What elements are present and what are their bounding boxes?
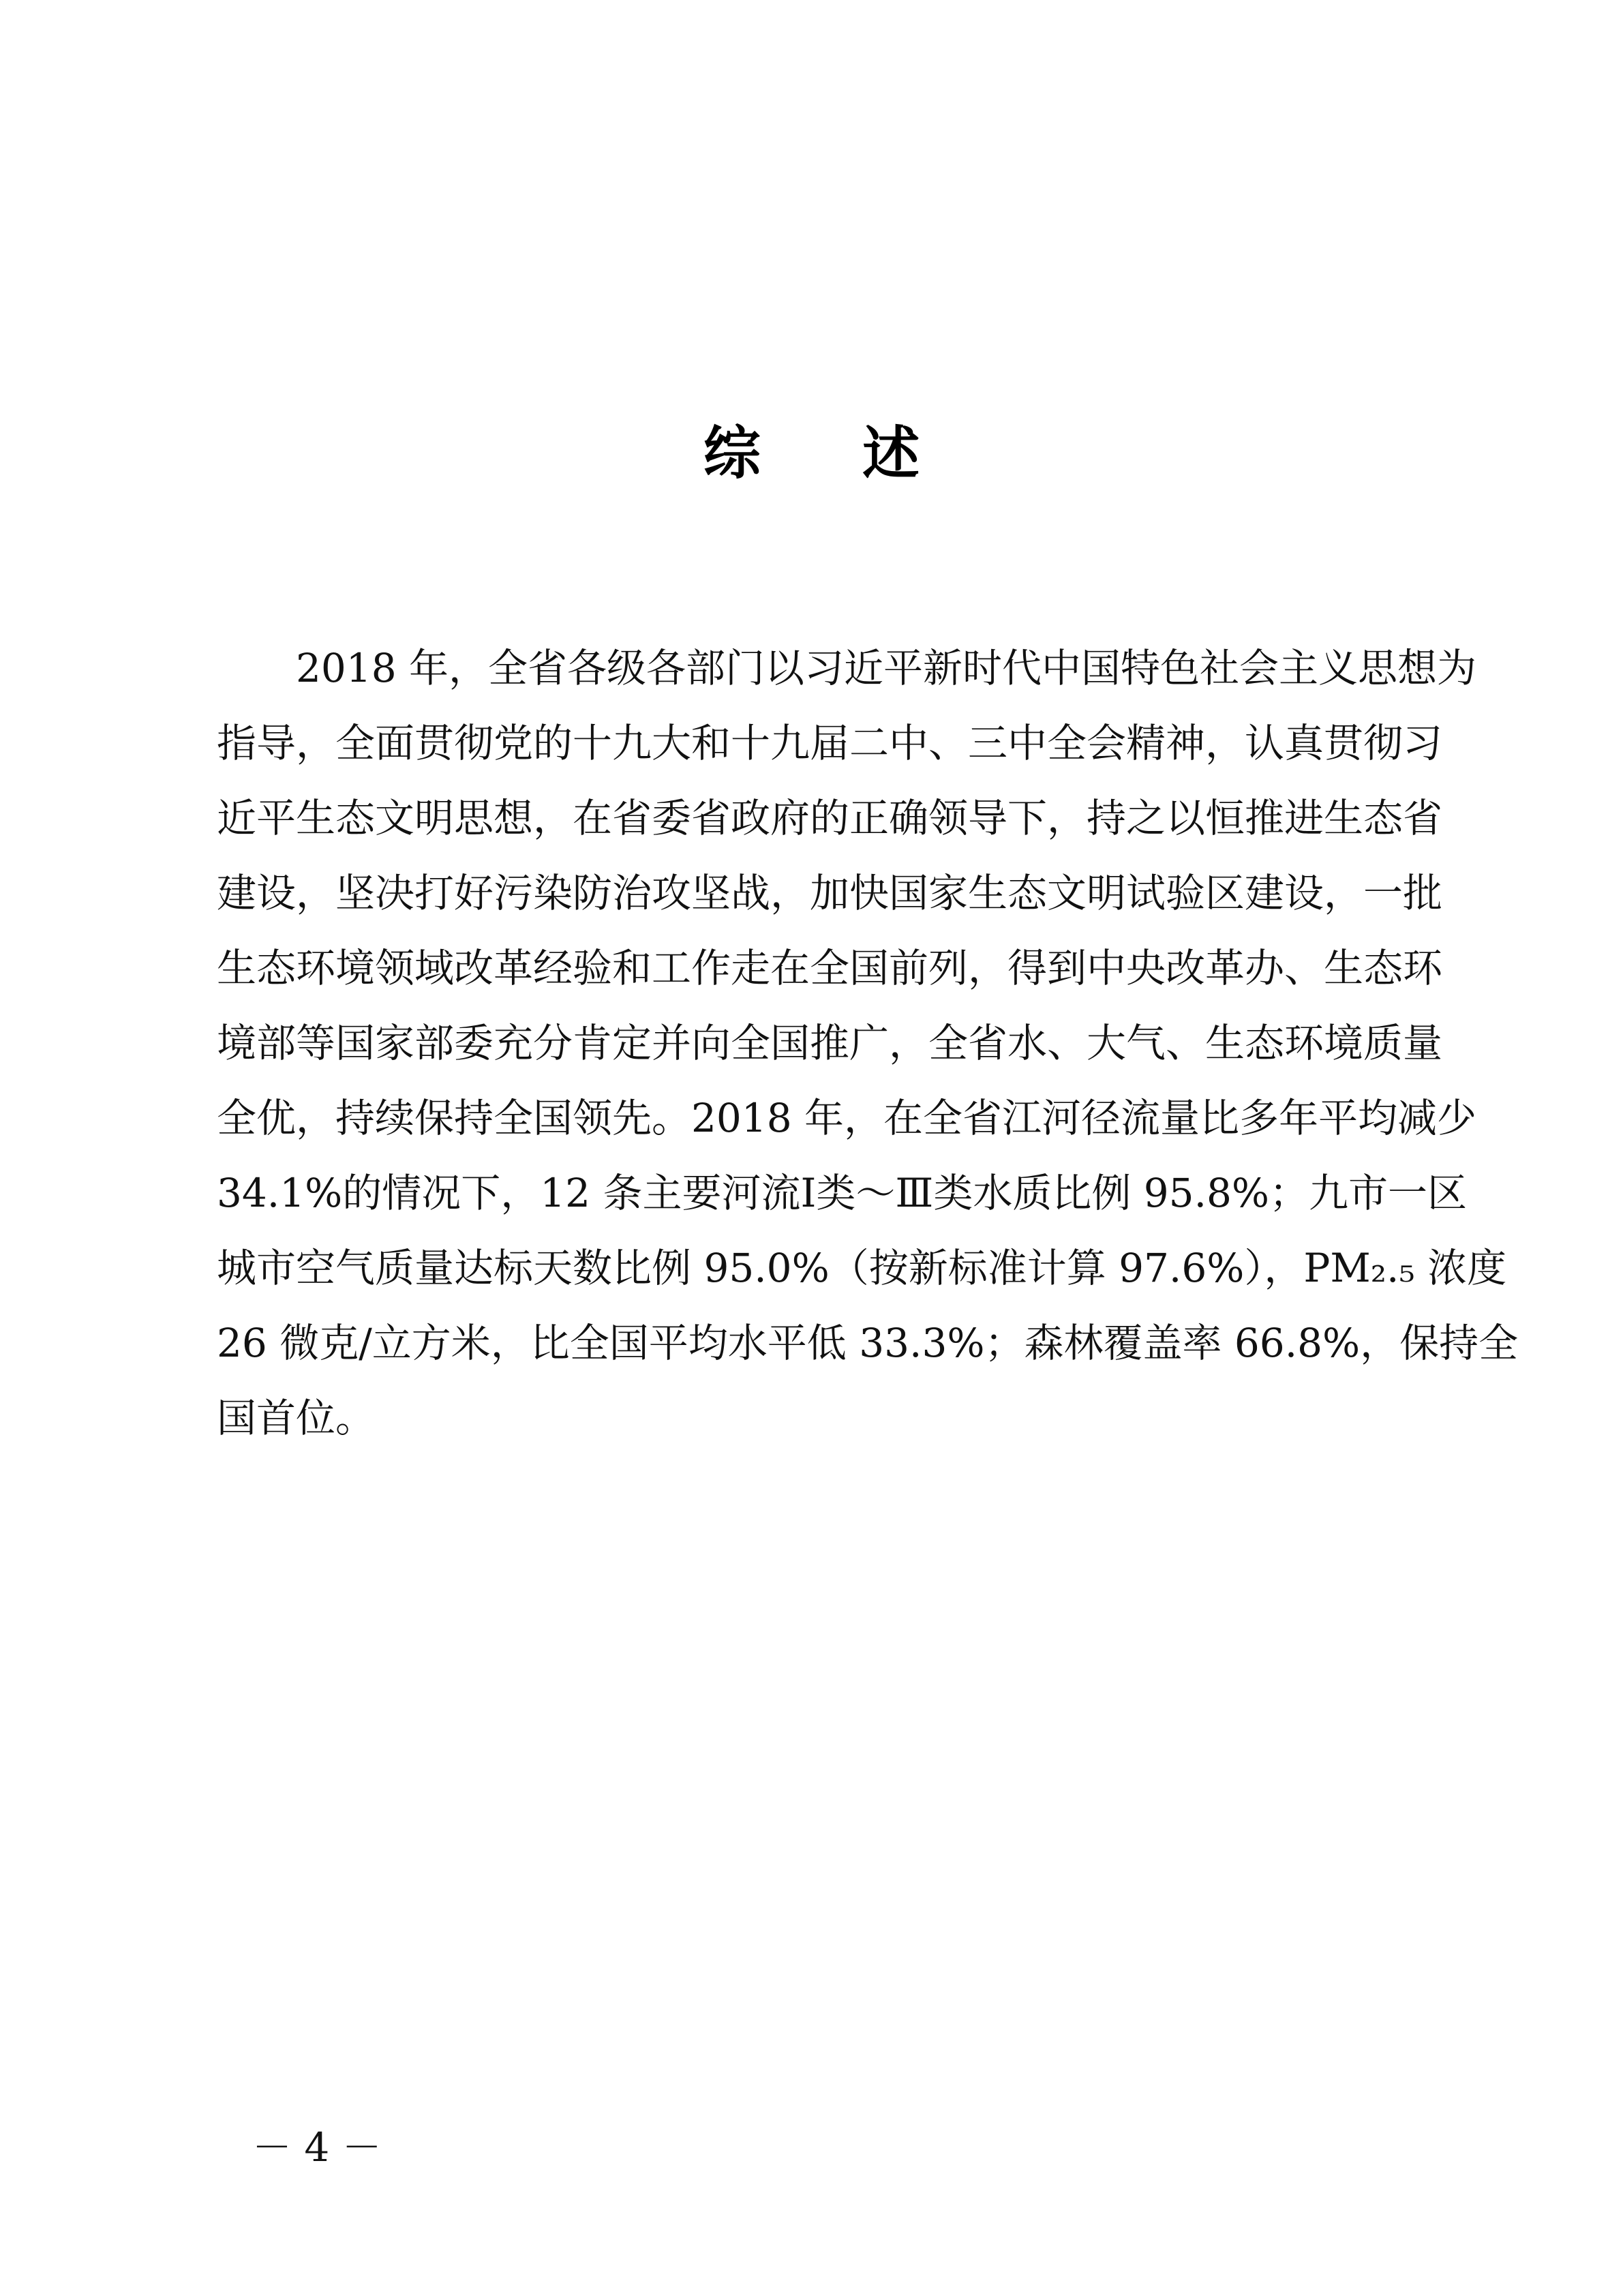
summary-paragraph: [217, 631, 1519, 1455]
paragraph-line: 近平生态文明思想，在省委省政府的正确领导下，持之以恒推进生态省: [217, 795, 1443, 841]
paragraph-line: 全优，持续保持全国领先。2018 年，在全省江河径流量比多年平均减少: [217, 1095, 1477, 1141]
paragraph-line: 指导，全面贯彻党的十九大和十九届二中、三中全会精神，认真贯彻习: [217, 720, 1443, 766]
paragraph-line: 2018 年，全省各级各部门以习近平新时代中国特色社会主义思想为: [296, 645, 1477, 691]
paragraph-line: 26 微克/立方米，比全国平均水平低 33.3%；森林覆盖率 66.8%，保持全: [217, 1320, 1519, 1366]
paragraph-line: 34.1%的情况下，12 条主要河流Ⅰ类～Ⅲ类水质比例 95.8%；九市一区: [217, 1170, 1468, 1216]
page-title: 综 述: [703, 420, 961, 487]
page-number: － 4 －: [252, 2124, 382, 2171]
paragraph-line: 城市空气质量达标天数比例 95.0%（按新标准计算 97.6%），PM₂.₅ 浓度: [217, 1245, 1507, 1291]
paragraph-line: 境部等国家部委充分肯定并向全国推广，全省水、大气、生态环境质量: [217, 1020, 1443, 1066]
paragraph-line: 国首位。: [217, 1395, 376, 1441]
paragraph-line: 生态环境领域改革经验和工作走在全国前列，得到中央改革办、生态环: [217, 945, 1443, 991]
paragraph-line: 建设，坚决打好污染防治攻坚战，加快国家生态文明试验区建设，一批: [217, 870, 1443, 916]
